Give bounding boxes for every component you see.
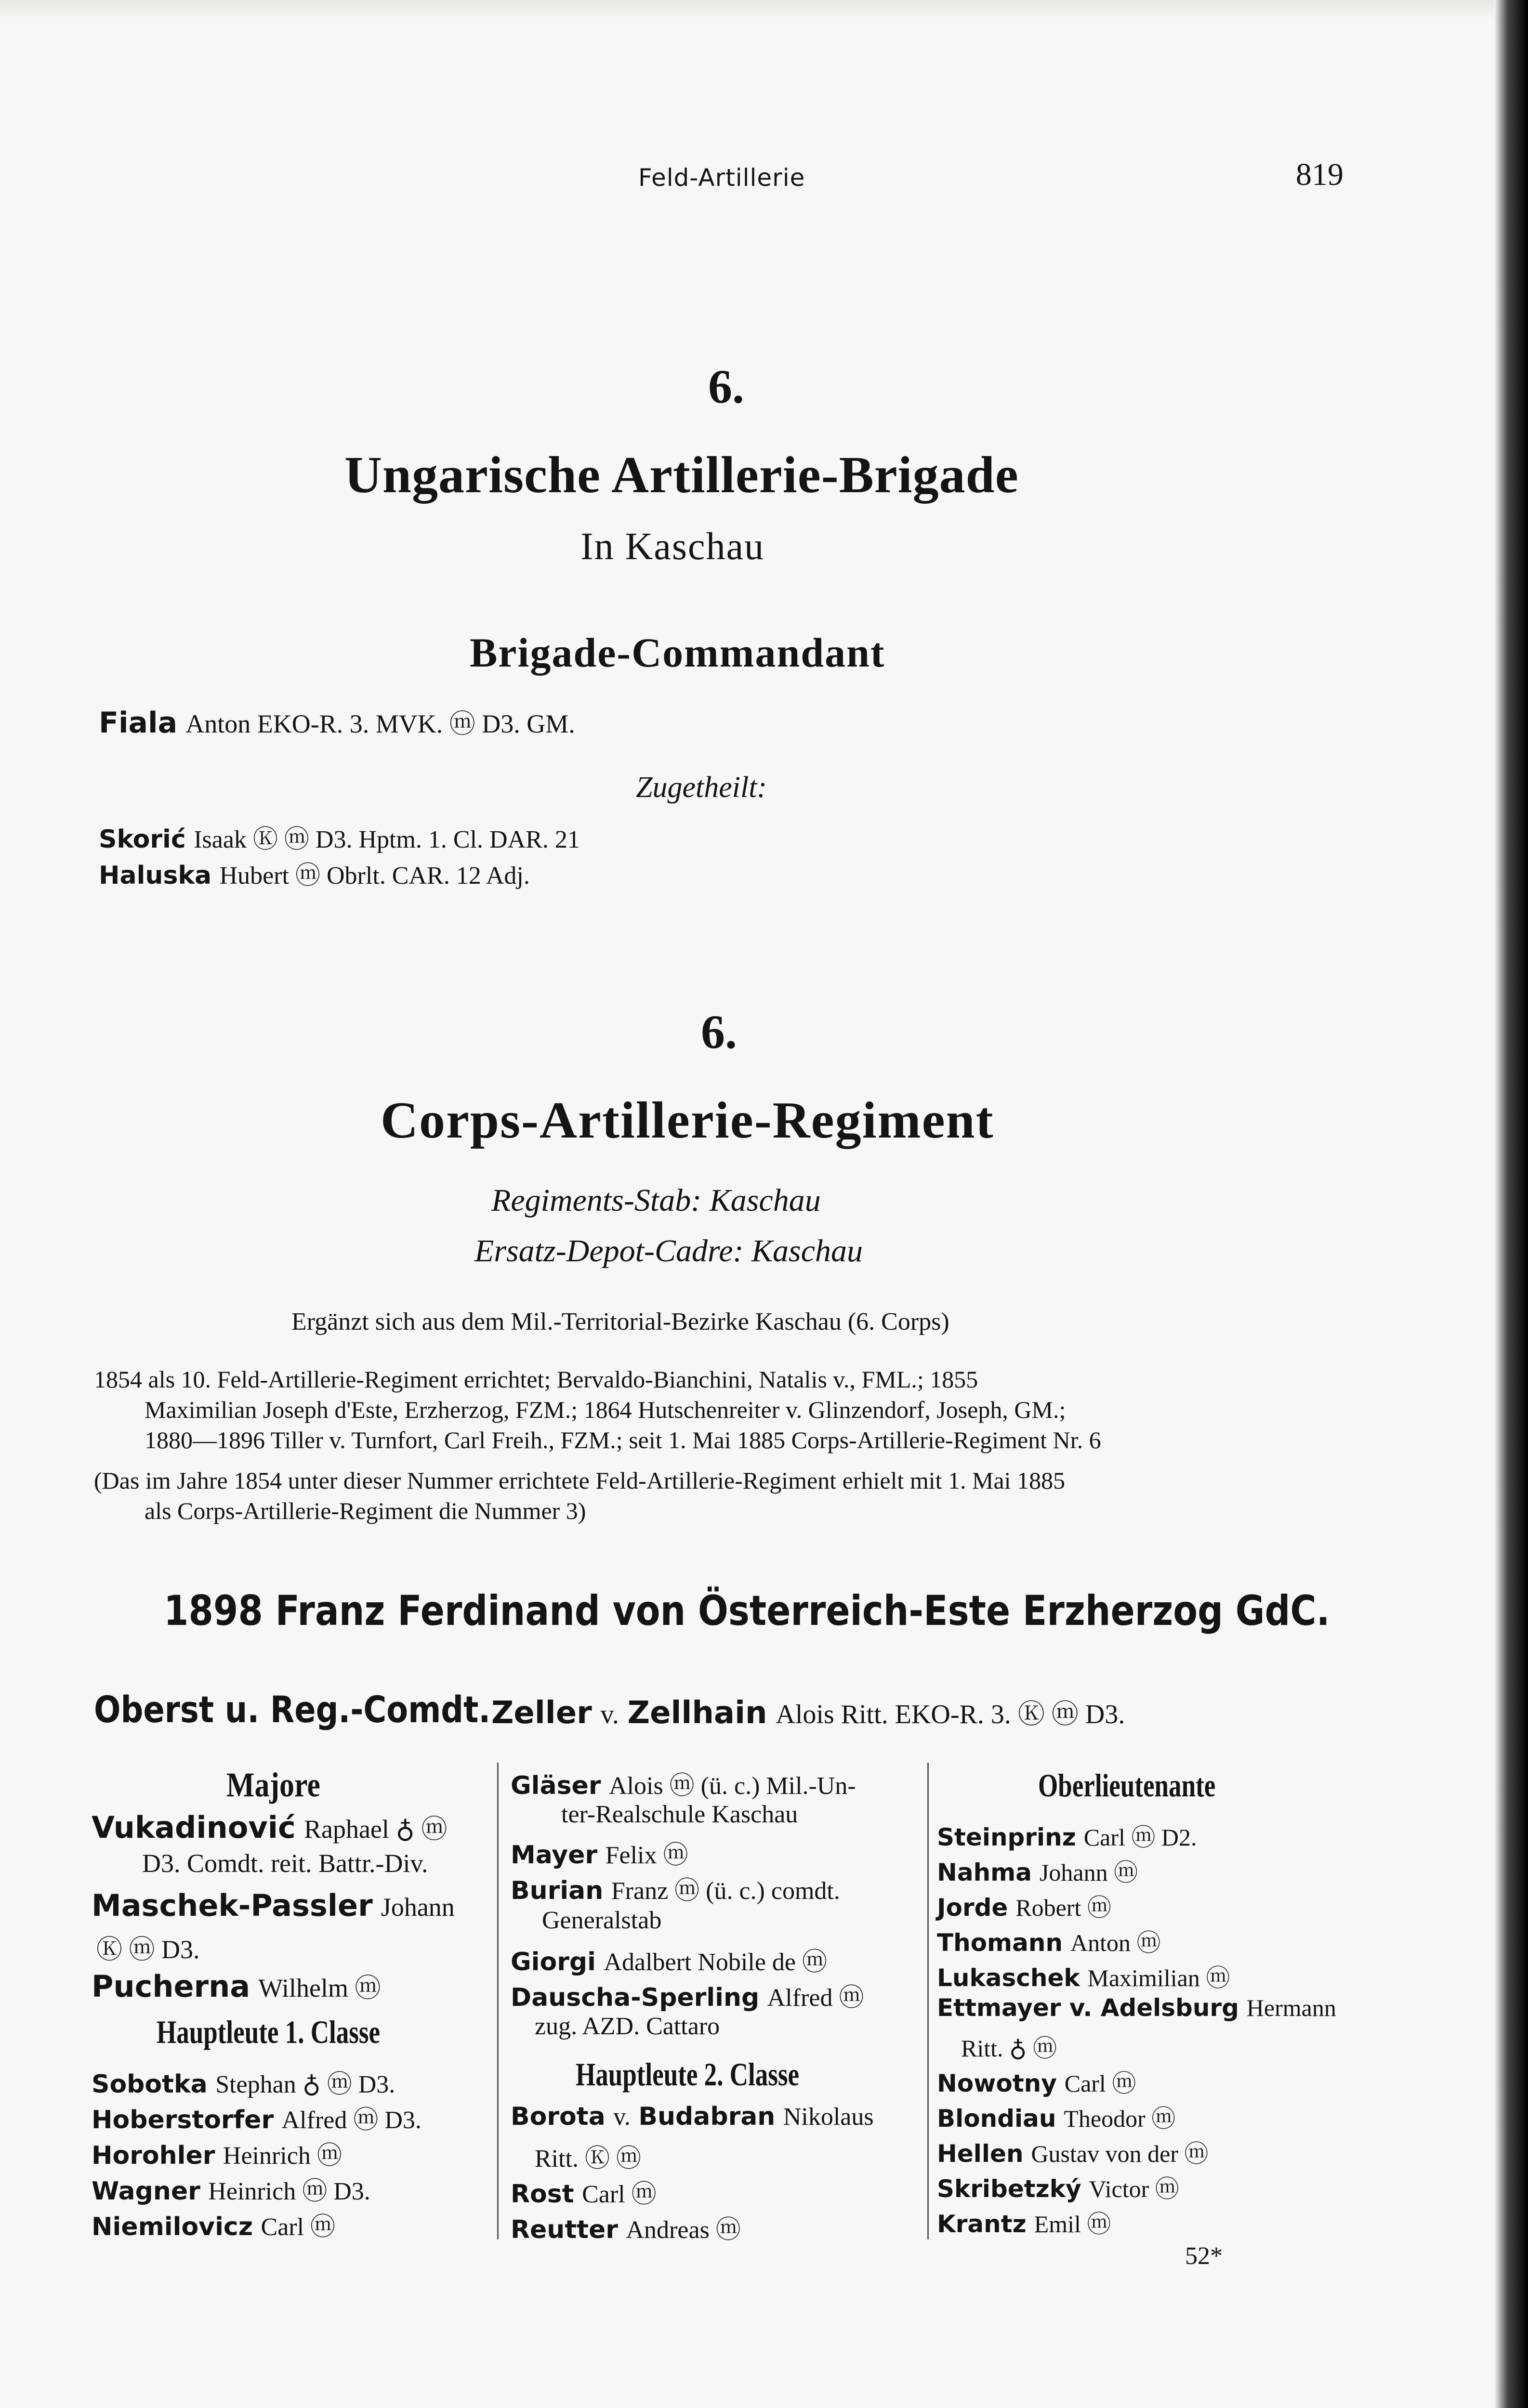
details: Maximilian ⓜ: [1087, 1964, 1230, 1991]
surname: Zeller: [491, 1695, 592, 1731]
oberlieutenant-entry: [937, 2134, 1208, 2169]
details: Wilhelm ⓜ: [258, 1974, 381, 2002]
details: zug. AZD. Cattaro: [535, 2013, 720, 2040]
assigned-heading: Zugetheilt:: [636, 771, 767, 804]
assigned-entry: [99, 855, 530, 891]
surname: Steinprinz: [937, 1823, 1076, 1851]
details: Generalstab: [542, 1907, 662, 1934]
details: Hubert ⓜ Obrlt. CAR. 12 Adj.: [219, 862, 530, 890]
details: Raphael ♁ ⓜ: [303, 1815, 448, 1844]
hauptmann-entry: [511, 2173, 657, 2210]
hauptmann-entry: [92, 2171, 370, 2207]
hauptmann-entry: [535, 2138, 641, 2174]
details: Victor ⓜ: [1089, 2175, 1179, 2202]
surname: Mayer: [511, 1841, 598, 1870]
surname: Ettmayer v. Adelsburg: [937, 1994, 1239, 2022]
surname: Blondiau: [937, 2105, 1056, 2133]
details: Alois ⓜ (ü. c.) Mil.-Un-: [609, 1772, 856, 1800]
middle-entry: [511, 1834, 688, 1871]
details: Franz ⓜ (ü. c.) comdt.: [611, 1877, 840, 1905]
details: Carl ⓜ: [261, 2213, 336, 2241]
surname: Nowotny: [937, 2069, 1057, 2097]
surname: Rost: [511, 2180, 574, 2209]
regiment-title: Corps-Artillerie-Regiment: [381, 1092, 994, 1149]
details: Adalbert Nobile de ⓜ: [604, 1949, 827, 1976]
column-divider: [497, 1763, 499, 2239]
note-line: (Das im Jahre 1854 unter dieser Nummer errichtete Feld-Artillerie-Regiment erhielt mit 1. Mai 1885: [94, 1467, 1066, 1494]
surname: Lukaschek: [937, 1964, 1080, 1992]
hauptleute2-heading: Hauptleute 2. Classe: [576, 2056, 800, 2093]
surname: Wagner: [92, 2177, 200, 2206]
surname: Hellen: [937, 2140, 1024, 2168]
surname: Hoberstorfer: [92, 2106, 274, 2134]
hauptmann-entry: [92, 2135, 342, 2171]
regiment-staff-line: Regiments-Stab: Kaschau: [491, 1183, 821, 1218]
middle-entry: [542, 1906, 661, 1935]
oberlieutenant-entry: [961, 2029, 1057, 2064]
hauptmann-entry: [92, 2099, 422, 2135]
oberlieutenant-entry: [937, 1994, 1336, 2022]
details: Anton ⓜ: [1070, 1929, 1161, 1956]
history-line: 1880—1896 Tiller v. Turnfort, Carl Freih., FZM.; seit 1. Mai 1885 Corps-Artillerie-Regiment Nr. 6: [145, 1426, 1101, 1453]
surname: Vukadinović: [92, 1810, 296, 1845]
surname: Krantz: [937, 2210, 1027, 2238]
surname: Budabran: [638, 2102, 776, 2131]
details: Alfred ⓜ D3.: [281, 2107, 422, 2134]
surname: Borota: [511, 2102, 606, 2131]
brigade-title: Ungarische Artillerie-Brigade: [344, 446, 1019, 504]
regiment-number: 6.: [701, 1005, 737, 1059]
middle-entry: [511, 1941, 827, 1977]
note-line: als Corps-Artillerie-Regiment die Nummer 3): [145, 1497, 586, 1524]
details: Alfred ⓜ: [767, 1984, 864, 2012]
regiment-depot-line: Ersatz-Depot-Cadre: Kaschau: [474, 1233, 863, 1269]
particle: v.: [613, 2103, 631, 2131]
surname: Skribetzký: [937, 2175, 1081, 2203]
details: Johann ⓜ: [1039, 1859, 1138, 1886]
details: Johann: [381, 1893, 455, 1922]
oberlieutenant-entry: [937, 2064, 1136, 2099]
regiment-commander: [491, 1693, 1125, 1731]
middle-entry: [511, 1765, 856, 1801]
scan-top-edge: [0, 0, 1528, 19]
oberlieutenant-entry: [937, 2099, 1175, 2134]
oberlieutenant-entry: [937, 1818, 1197, 1853]
details: Robert ⓜ: [1015, 1894, 1111, 1921]
particle: v.: [600, 1700, 619, 1729]
details: Theodor ⓜ: [1064, 2105, 1176, 2132]
middle-entry: [511, 1977, 864, 2013]
surname: Zellhain: [627, 1695, 767, 1731]
regiment-commander-label: Oberst u. Reg.-Comdt.: [94, 1688, 491, 1731]
oberlieutenante-heading: Oberlieutenante: [1038, 1767, 1216, 1804]
details: Nikolaus: [783, 2103, 874, 2131]
details: Carl ⓜ D2.: [1083, 1824, 1197, 1851]
majore-entry: [142, 1848, 428, 1878]
history-line: 1854 als 10. Feld-Artillerie-Regiment errichtet; Bervaldo-Bianchini, Natalis v., FML.; 1855: [94, 1366, 978, 1393]
details: Anton EKO-R. 3. MVK. ⓜ D3. GM.: [185, 709, 575, 738]
majore-entry: [92, 1888, 455, 1923]
surname: Giorgi: [511, 1948, 596, 1976]
middle-entry: [561, 1800, 798, 1829]
surname: Nahma: [937, 1858, 1032, 1886]
majore-entry: [92, 1967, 381, 2004]
details: Gustav von der ⓜ: [1031, 2140, 1209, 2167]
regiment-proprietor: 1898 Franz Ferdinand von Österreich-Este Erzherzog GdC.: [164, 1587, 1330, 1635]
oberlieutenant-entry: [937, 2170, 1179, 2204]
surname: Gläser: [511, 1771, 601, 1800]
surname: Horohler: [92, 2141, 215, 2170]
details: Heinrich ⓜ: [223, 2142, 342, 2170]
brigade-number: 6.: [708, 360, 744, 413]
surname: Maschek-Passler: [92, 1888, 373, 1923]
brigade-commander-heading: Brigade-Commandant: [470, 629, 885, 676]
brigade-commander: [99, 703, 575, 740]
scan-right-edge: [1494, 0, 1528, 2408]
middle-entry: [535, 2012, 720, 2041]
hauptleute1-heading: Hauptleute 1. Classe: [157, 2014, 381, 2050]
surname: Skorić: [99, 825, 186, 854]
recruitment-line: Ergänzt sich aus dem Mil.-Territorial-Bezirke Kaschau (6. Corps): [291, 1308, 949, 1335]
hauptmann-entry: [92, 2064, 395, 2100]
details: Isaak Ⓚ ⓜ D3. Hptm. 1. Cl. DAR. 21: [194, 826, 580, 853]
oberlieutenant-entry: [937, 2205, 1111, 2239]
history-line: Maximilian Joseph d'Este, Erzherzog, FZM.; 1864 Hutschenreiter v. Glinzendorf, Joseph, GM.;: [145, 1396, 1066, 1423]
oberlieutenant-entry: [937, 1853, 1138, 1888]
details: ter-Realschule Kaschau: [561, 1801, 798, 1828]
hauptmann-entry: [92, 2206, 335, 2242]
majore-entry: [92, 1808, 447, 1845]
details: Ritt. ♁ ⓜ: [961, 2035, 1057, 2062]
surname: Niemilovicz: [92, 2212, 253, 2241]
details: Emil ⓜ: [1034, 2211, 1111, 2238]
middle-entry: [511, 1870, 840, 1906]
details: Felix ⓜ: [605, 1842, 688, 1869]
details: Carl ⓜ: [1064, 2070, 1136, 2097]
surname: Burian: [511, 1876, 604, 1905]
running-title: Feld-Artillerie: [638, 164, 805, 192]
surname: Dauscha-Sperling: [511, 1983, 760, 2012]
details: Alois Ritt. EKO-R. 3. Ⓚ ⓜ D3.: [776, 1700, 1125, 1729]
majore-entry: [96, 1929, 200, 1966]
details: Ⓚ ⓜ D3.: [96, 1935, 200, 1964]
page-number: 819: [1296, 157, 1344, 192]
details: Heinrich ⓜ D3.: [208, 2178, 370, 2205]
details: Carl ⓜ: [582, 2181, 657, 2208]
column-divider: [927, 1763, 929, 2239]
majore-heading: Majore: [226, 1766, 320, 1804]
surname: Pucherna: [92, 1969, 250, 2004]
surname: Thomann: [937, 1929, 1063, 1957]
oberlieutenant-entry: [937, 1924, 1161, 1958]
details: Ritt. Ⓚ ⓜ: [535, 2145, 642, 2172]
details: Hermann: [1246, 1994, 1336, 2021]
surname: Fiala: [99, 706, 178, 740]
details: D3. Comdt. reit. Battr.-Div.: [142, 1849, 428, 1878]
details: Stephan ♁ ⓜ D3.: [215, 2071, 395, 2098]
hauptmann-entry: [511, 2209, 741, 2245]
hauptmann-entry: [511, 2102, 874, 2131]
surname: Jorde: [937, 1894, 1008, 1922]
surname: Reutter: [511, 2215, 618, 2244]
surname: Haluska: [99, 861, 212, 890]
oberlieutenant-entry: [937, 1959, 1230, 1993]
oberlieutenant-entry: [937, 1888, 1111, 1923]
signature-mark: 52*: [1185, 2242, 1223, 2270]
surname: Sobotka: [92, 2070, 208, 2099]
brigade-location: In Kaschau: [580, 525, 765, 568]
assigned-entry: [99, 819, 580, 855]
details: Andreas ⓜ: [626, 2216, 741, 2244]
